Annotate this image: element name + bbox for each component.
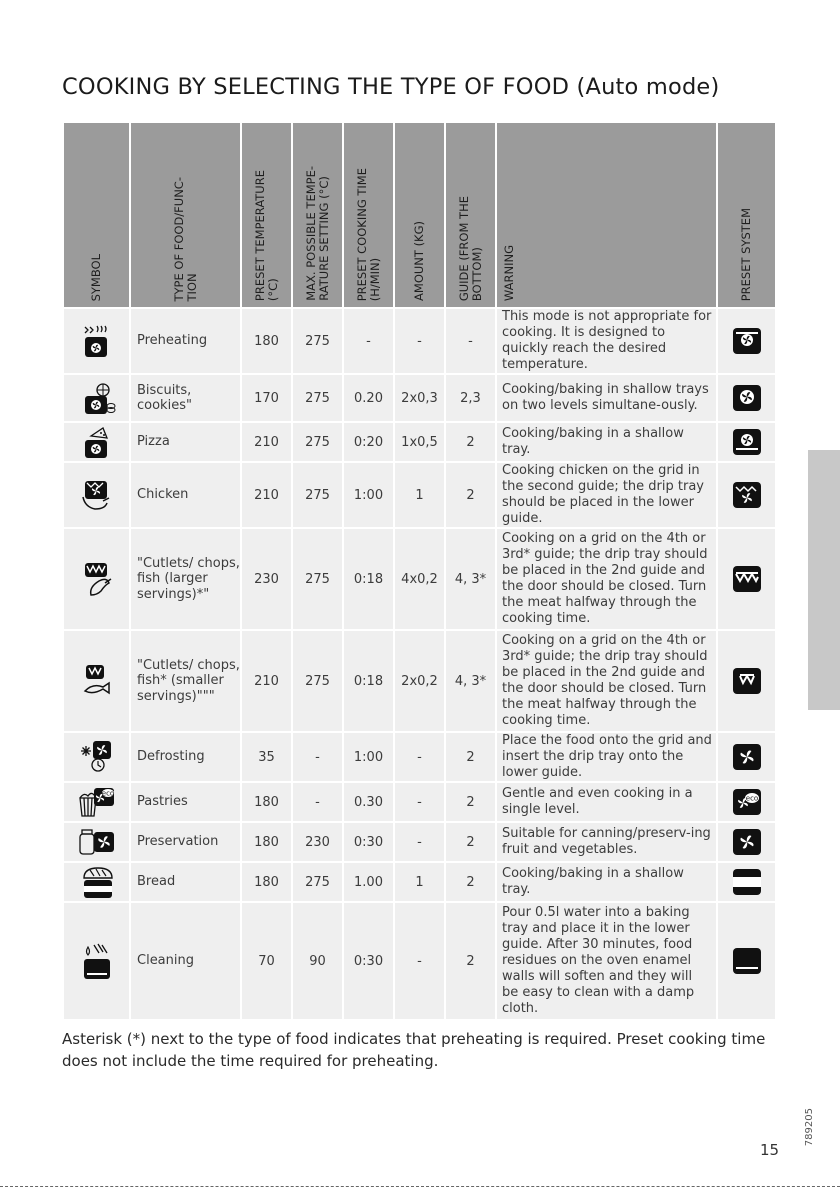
table-row (63, 630, 776, 732)
guide-cell: 2,3 (445, 374, 496, 422)
amount-cell: 1 (394, 862, 445, 902)
preheating-symbol-icon (64, 323, 129, 359)
max-temperature-cell: 275 (292, 528, 343, 630)
max-temperature-cell: 275 (292, 422, 343, 462)
symbol-cell (63, 422, 130, 462)
bottom-heater-icon (718, 947, 775, 975)
preset-temperature-cell: 180 (241, 822, 292, 862)
preset-temperature-cell: 180 (241, 308, 292, 374)
type-cell: Pizza (130, 422, 241, 462)
preset-system-cell (717, 422, 776, 462)
amount-cell: 4x0,2 (394, 528, 445, 630)
page-bottom-rule (0, 1186, 840, 1187)
warning-cell: Suitable for canning/preserv-ing fruit and vegetables. (496, 822, 717, 862)
cooking-time-cell: 1:00 (343, 732, 394, 782)
cooking-time-cell: - (343, 308, 394, 374)
warning-cell: Place the food onto the grid and insert the drip tray onto the lower guide. (496, 732, 717, 782)
amount-cell: - (394, 782, 445, 822)
max-temperature-cell: 275 (292, 462, 343, 528)
symbol-cell (63, 782, 130, 822)
svg-text:eco: eco (101, 789, 114, 798)
table-row (63, 732, 776, 782)
guide-cell: 4, 3* (445, 528, 496, 630)
hot-air-heater-icon (718, 327, 775, 355)
cutlets-small-symbol-icon (64, 661, 129, 701)
preset-temperature-cell: 35 (241, 732, 292, 782)
warning-cell: Cooking/baking in a shallow tray. (496, 862, 717, 902)
cutlets-large-symbol-icon (64, 559, 129, 599)
symbol-cell (63, 822, 130, 862)
preset-system-cell (717, 630, 776, 732)
max-temperature-cell: 275 (292, 862, 343, 902)
guide-cell: 4, 3* (445, 630, 496, 732)
pizza-symbol-icon (64, 424, 129, 460)
preset-system-cell (717, 822, 776, 862)
warning-cell: This mode is not appropriate for cooking. It is designed to quickly reach the desired temperature. (496, 308, 717, 374)
pastries-symbol-icon (64, 784, 129, 820)
guide-cell: 2 (445, 902, 496, 1020)
symbol-cell (63, 902, 130, 1020)
guide-cell: 2 (445, 462, 496, 528)
table-row (63, 862, 776, 902)
amount-cell: - (394, 308, 445, 374)
top-bottom-heater-icon (718, 868, 775, 896)
page-title: COOKING BY SELECTING THE TYPE OF FOOD (Auto mode) (62, 74, 720, 100)
auto-mode-table (62, 121, 777, 1021)
type-cell: Preservation (130, 822, 241, 862)
table-row (63, 822, 776, 862)
symbol-cell (63, 732, 130, 782)
amount-cell: - (394, 902, 445, 1020)
symbol-cell (63, 374, 130, 422)
cooking-time-cell: 0:20 (343, 422, 394, 462)
preset-system-cell (717, 732, 776, 782)
guide-cell: 2 (445, 782, 496, 822)
preset-temperature-cell: 210 (241, 630, 292, 732)
chicken-symbol-icon (64, 477, 129, 513)
preset-system-cell (717, 308, 776, 374)
guide-cell: 2 (445, 862, 496, 902)
cooking-time-cell: 1:00 (343, 462, 394, 528)
warning-cell: Gentle and even cooking in a single level. (496, 782, 717, 822)
symbol-cell (63, 462, 130, 528)
cooking-time-cell: 0:18 (343, 630, 394, 732)
preset-system-cell (717, 462, 776, 528)
type-cell: Biscuits, cookies" (130, 374, 241, 422)
symbol-cell (63, 630, 130, 732)
guide-cell: 2 (445, 422, 496, 462)
cooking-time-cell: 1.00 (343, 862, 394, 902)
preset-temperature-cell: 210 (241, 462, 292, 528)
preservation-symbol-icon (64, 824, 129, 860)
fan-icon (718, 743, 775, 771)
bread-symbol-icon (64, 864, 129, 900)
amount-cell: 2x0,2 (394, 630, 445, 732)
type-cell: "Cutlets/ chops, fish (larger servings)*" (130, 528, 241, 630)
small-grill-icon (718, 667, 775, 695)
preset-system-cell (717, 528, 776, 630)
header-type: TYPE OF FOOD/FUNC- TION (130, 122, 241, 308)
max-temperature-cell: 90 (292, 902, 343, 1020)
header-warning: WARNING (496, 122, 717, 308)
type-cell: Preheating (130, 308, 241, 374)
hot-air-bottom-heater-icon (718, 428, 775, 456)
type-cell: Defrosting (130, 732, 241, 782)
cooking-time-cell: 0.20 (343, 374, 394, 422)
preset-system-cell (717, 862, 776, 902)
type-cell: Chicken (130, 462, 241, 528)
amount-cell: - (394, 822, 445, 862)
biscuits-symbol-icon (64, 380, 129, 416)
max-temperature-cell: 275 (292, 630, 343, 732)
document-code: 789205 (804, 1108, 815, 1147)
table-row (63, 462, 776, 528)
amount-cell: 2x0,3 (394, 374, 445, 422)
preset-temperature-cell: 70 (241, 902, 292, 1020)
footnote: Asterisk (*) next to the type of food indicates that preheating is required. Preset cooking time does not include the time required for preheating. (62, 1030, 766, 1070)
warning-cell: Cooking chicken on the grid in the second guide; the drip tray should be placed in the lower guide. (496, 462, 717, 528)
header-cooking-time: PRESET COOKING TIME (H/MIN) (343, 122, 394, 308)
header-max-temperature: MAX. POSSIBLE TEMPE- RATURE SETTING (°C) (292, 122, 343, 308)
guide-cell: - (445, 308, 496, 374)
preset-temperature-cell: 230 (241, 528, 292, 630)
max-temperature-cell: 275 (292, 308, 343, 374)
table-row (63, 374, 776, 422)
preset-system-cell (717, 902, 776, 1020)
eco-hot-air-icon (718, 788, 775, 816)
hot-air-icon (718, 384, 775, 412)
header-amount: AMOUNT (KG) (394, 122, 445, 308)
svg-text:eco: eco (745, 794, 758, 803)
symbol-cell (63, 308, 130, 374)
cooking-time-cell: 0:30 (343, 822, 394, 862)
warning-cell: Pour 0.5l water into a baking tray and place it in the lower guide. After 30 minutes, food residues on the oven enamel walls will soften and they will be easy to clean with a damp cloth. (496, 902, 717, 1020)
preset-temperature-cell: 170 (241, 374, 292, 422)
preset-temperature-cell: 180 (241, 782, 292, 822)
symbol-cell (63, 528, 130, 630)
amount-cell: 1 (394, 462, 445, 528)
max-temperature-cell: - (292, 732, 343, 782)
preset-temperature-cell: 180 (241, 862, 292, 902)
table-row (63, 902, 776, 1020)
header-preset-temperature: PRESET TEMPERATURE (°C) (241, 122, 292, 308)
warning-cell: Cooking on a grid on the 4th or 3rd* guide; the drip tray should be placed in the 2nd guide and the door should be closed. Turn the meat halfway through the cooking time. (496, 528, 717, 630)
warning-cell: Cooking/baking in a shallow tray. (496, 422, 717, 462)
grill-fan-icon (718, 481, 775, 509)
page-number: 15 (760, 1141, 780, 1159)
large-grill-icon (718, 565, 775, 593)
type-cell: Pastries (130, 782, 241, 822)
section-tab-marker (808, 450, 840, 710)
max-temperature-cell: 275 (292, 374, 343, 422)
table-row (63, 528, 776, 630)
cooking-time-cell: 0.30 (343, 782, 394, 822)
cleaning-symbol-icon (64, 941, 129, 981)
type-cell: Bread (130, 862, 241, 902)
amount-cell: 1x0,5 (394, 422, 445, 462)
table-row (63, 782, 776, 822)
header-symbol: SYMBOL (63, 122, 130, 308)
preset-system-cell (717, 782, 776, 822)
type-cell: "Cutlets/ chops, fish* (smaller servings)""" (130, 630, 241, 732)
amount-cell: - (394, 732, 445, 782)
table-row (63, 308, 776, 374)
warning-cell: Cooking on a grid on the 4th or 3rd* guide; the drip tray should be placed in the 2nd guide and the door should be closed. Turn the meat halfway through the cooking time. (496, 630, 717, 732)
table-row (63, 422, 776, 462)
defrosting-symbol-icon (64, 739, 129, 775)
type-cell: Cleaning (130, 902, 241, 1020)
preset-temperature-cell: 210 (241, 422, 292, 462)
header-preset-system: PRESET SYSTEM (717, 122, 776, 308)
guide-cell: 2 (445, 732, 496, 782)
cooking-time-cell: 0:18 (343, 528, 394, 630)
table-header-row (63, 122, 776, 308)
max-temperature-cell: - (292, 782, 343, 822)
header-guide: GUIDE (FROM THE BOTTOM) (445, 122, 496, 308)
warning-cell: Cooking/baking in shallow trays on two levels simultane-ously. (496, 374, 717, 422)
preset-system-cell (717, 374, 776, 422)
cooking-time-cell: 0:30 (343, 902, 394, 1020)
fan-icon (718, 828, 775, 856)
symbol-cell (63, 862, 130, 902)
guide-cell: 2 (445, 822, 496, 862)
max-temperature-cell: 230 (292, 822, 343, 862)
